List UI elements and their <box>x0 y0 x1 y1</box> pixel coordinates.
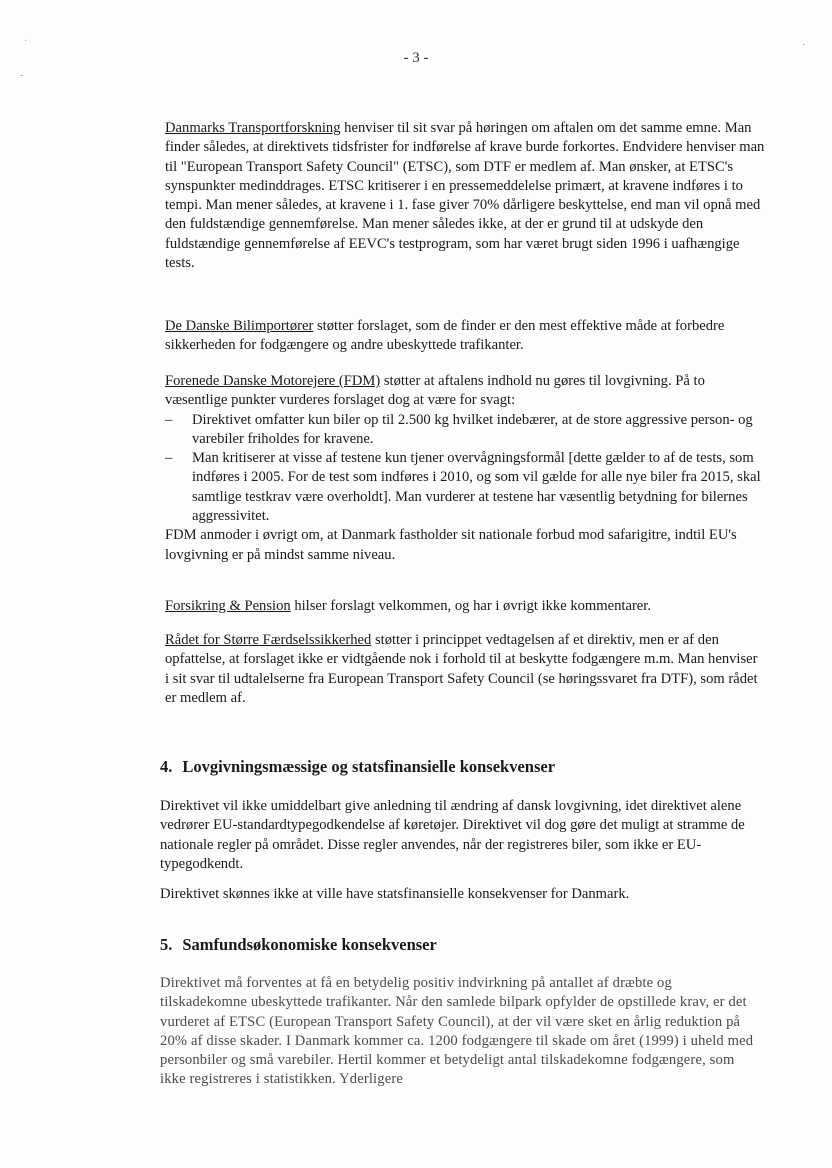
list-item: – Direktivet omfatter kun biler op til 2.500 kg hvilket indebærer, at de store aggressive person- og varebiler friholdes for kravene. <box>165 411 753 447</box>
paragraph-raadet <box>165 631 765 708</box>
org-name: Rådet for Større Færdselssikkerhed <box>165 632 372 648</box>
paragraph-text: støtter i princippet vedtagelsen af et direktiv, men er af den opfattelse, at forslaget ikke er vidtgående nok i forhold til at beskytte fodgængere m.m. Man henviser i sit svar til udtalelserne fra European Transport Safety Council (se høringssvaret fra DTF), som rådet er medlem af. <box>165 632 758 706</box>
scan-mark: · <box>802 40 806 51</box>
section-heading-5: 5. Samfundsøkonomiske konsekvenser <box>160 935 437 954</box>
paragraph-bilimportoerer <box>165 317 765 356</box>
scan-mark: - <box>20 70 24 81</box>
bullet-list <box>165 411 765 527</box>
paragraph-dtf <box>165 119 765 273</box>
paragraph-text: henviser til sit svar på høringen om aftalen om det samme emne. Man finder således, at direktivets tidsfrister for indførelse af krave burde forkortes. Endvidere henviser man til "European Transport Safety Council" (ETSC), som DTF er medlem af. Man ønsker, at ETSC's synspunkter medinddrages. ETSC kritiserer i en pressemeddelelse primært, at kravene indføres i to tempi. Man mener således, at kravene i 1. fase giver 70% dårligere beskyttelse, end man vil opnå med den fuldstændige gennemførelse. Man mener således ikke, at der er grund til at udskyde den fuldstændige gennemførelse af EEVC's testprogram, som har været brugt siden 1996 i uafhængige tests. <box>165 120 765 272</box>
paragraph-forsikring <box>165 597 765 616</box>
paragraph-text: støtter at aftalens indhold nu gøres til lovgivning. På to væsentlige punkter vurderes forslaget dog at være for svagt: <box>165 373 705 409</box>
paragraph-text: støtter forslaget, som de finder er den mest effektive måde at forbedre sikkerheden for fodgængere og andre ubeskyttede trafikanter. <box>165 318 725 354</box>
list-item: – Man kritiserer at visse af testene kun tjener overvågningsformål [dette gælder to af de tests, som indføres i 2005. For de test som indføres i 2010, og som vil gælde for alle nye biler fra 2015, skal samtlige testkrav være overholdt]. Man vurderer at testene har væsentlig betydning for bilernes aggressivitet. <box>165 450 761 525</box>
scan-mark: · <box>24 36 28 47</box>
org-name: De Danske Bilimportører <box>165 318 314 334</box>
section-heading-4: 4. Lovgivningsmæssige og statsfinansielle konsekvenser <box>160 757 556 776</box>
paragraph-text: hilser forslagt velkommen, og har i øvrigt ikke kommentarer. <box>290 598 651 614</box>
paragraph-fdm <box>165 372 765 565</box>
org-name: Forsikring & Pension <box>165 598 291 614</box>
section4-paragraph: Direktivet skønnes ikke at ville have statsfinansielle konsekvenser for Danmark. <box>160 886 630 902</box>
section4-paragraph: Direktivet vil ikke umiddelbart give anledning til ændring af dansk lovgivning, idet direktivet alene vedrører EU-standardtypegodkendelse af køretøjer. Direktivet vil dog gøre det muligt at stramme de nationale regler på området. Disse regler anvendes, når der registreres biler, som ikke er EU-typegodkendt. <box>160 798 745 872</box>
paragraph-text: FDM anmoder i øvrigt om, at Danmark fastholder sit nationale forbud mod safarigitre, indtil EU's lovgivning er på mindst samme niveau. <box>165 527 737 563</box>
org-name: Danmarks Transportforskning <box>165 120 341 136</box>
org-name: Forenede Danske Motorejere (FDM) <box>165 373 381 389</box>
page-number: - 3 - <box>403 50 429 66</box>
section5-paragraph: Direktivet må forventes at få en betydelig positiv indvirkning på antallet af dræbte og tilskadekomne ubeskyttede trafikanter. Når den samlede bilpark opfylder de opstillede krav, er det vurderet af ETSC (European Transport Safety Council), at der vil være sket en årlig reduktion på 20% af disse skader. I Danmark kommer ca. 1200 fodgængere til skade om året (1999) i uheld med personbiler og små varebiler. Hertil kommer et betydeligt antal tilskadekomne fodgængere, som ikke registreres i statistikken. Yderligere <box>160 975 754 1088</box>
